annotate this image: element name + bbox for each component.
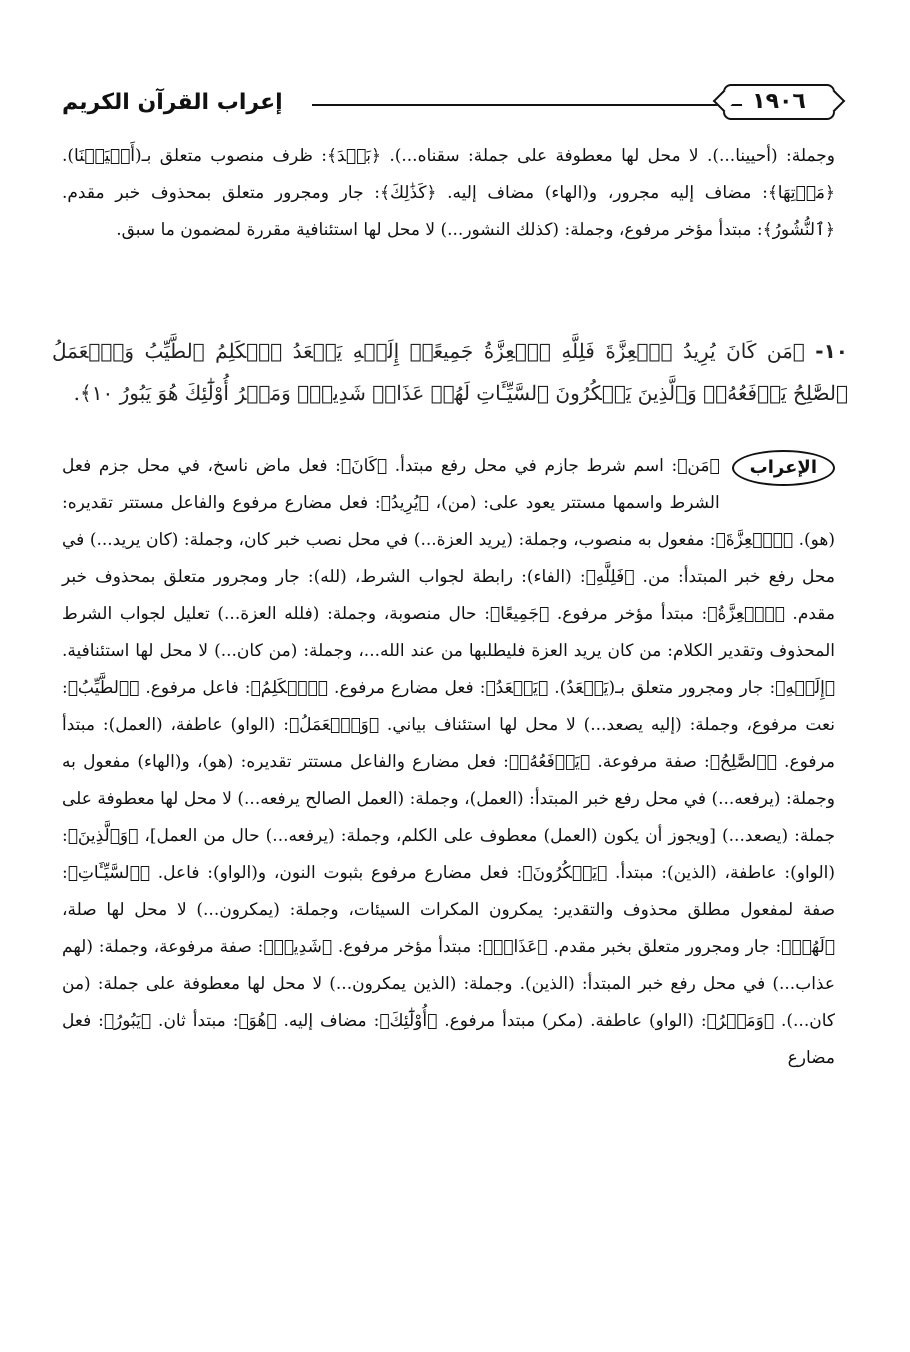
book-title: إعراب القرآن الكريم — [62, 90, 283, 115]
irab-label: الإعراب — [732, 450, 835, 486]
intro-text: وجملة: (أحيينا...). لا محل لها معطوفة على جملة: سقناه...). ﴿بَعۡدَ﴾: ظرف منصوب متعلق بـ(أَحۡيَيۡنَا). ﴿مَوۡتِهَا﴾: مضاف إليه مجرور، و(الهاء) مضاف إليه. ﴿كَذَٰلِكَ﴾: جار ومجرور متعلق بمحذوف خبر مقدم. ﴿ٱلنُّشُورُ﴾: مبتدأ مؤخر مرفوع، وجملة: (كذلك النشور...) لا محل لها استئنافية مقررة لمضمون ما سبق. — [62, 146, 835, 240]
quran-verse — [52, 330, 848, 426]
irab-section — [62, 448, 835, 1077]
header-divider — [312, 104, 742, 106]
intro-paragraph — [62, 138, 835, 249]
irab-text: ﴿مَن﴾: اسم شرط جازم في محل رفع مبتدأ. ﴿كَانَ﴾: فعل ماض ناسخ، في محل جزم فعل الشرط واسمها مستتر يعود على: (من)، ﴿يُرِيدُ﴾: فعل مضارع مرفوع والفاعل مستتر تقديره: (هو). ﴿ٱلۡعِزَّةَ﴾: مفعول به منصوب، وجملة: (يريد العزة...) في محل نصب خبر كان، وجملة: (كان يريد...) في محل رفع خبر المبتدأ: من. ﴿فَلِلَّهِ﴾: (الفاء): رابطة لجواب الشرط، (لله): جار ومجرور متعلق بمحذوف خبر مقدم. ﴿ٱلۡعِزَّةُ﴾: مبتدأ مؤخر مرفوع. ﴿جَمِيعًا﴾: حال منصوبة، وجملة: (فلله العزة...) تعليل لجواب الشرط المحذوف وتقدير الكلام: من كان يريد العزة فليطلبها من عند الله...، وجملة: (من كان...) لا محل لها استئنافية. ﴿إِلَيۡهِ﴾: جار ومجرور متعلق بـ(يَصۡعَدُ). ﴿يَصۡعَدُ﴾: فعل مضارع مرفوع. ﴿ٱلۡكَلِمُ﴾: فاعل مرفوع. ﴿ٱلطَّيِّبُ﴾: نعت مرفوع، وجملة: (إليه يصعد...) لا محل لها استئناف بياني. ﴿وَٱلۡعَمَلُ﴾: (الواو) عاطفة، (العمل): مبتدأ مرفوع. ﴿ٱلصَّٰلِحُ﴾: صفة مرفوعة. ﴿يَرۡفَعُهُۥ﴾: فعل مضارع والفاعل مستتر تقديره: (هو)، و(الهاء) مفعول به وجملة: (يرفعه...) في محل رفع خبر المبتدأ: (العمل)، وجملة: (العمل الصالح يرفعه...) لا محل لها معطوفة على جملة: (يصعد...) [ويجوز أن يكون (العمل) معطوف على الكلم، وجملة: (يرفعه...) حال من العمل]، ﴿وَٱلَّذِينَ﴾: (الواو): عاطفة، (الذين): مبتدأ. ﴿يَمۡكُرُونَ﴾: فعل مضارع مرفوع بثبوت النون، و(الواو): فاعل. ﴿ٱلسَّيِّـَٔاتِ﴾: صفة لمفعول مطلق محذوف والتقدير: يمكرون المكرات السيئات، وجملة: (يمكرون...) لا محل لها صلة، ﴿لَهُمۡ﴾: جار ومجرور متعلق بخبر مقدم. ﴿عَذَابٞ﴾: مبتدأ مؤخر مرفوع. ﴿شَدِيدٞ﴾: صفة مرفوعة، وجملة: (لهم عذاب...) في محل رفع خبر المبتدأ: (الذين). وجملة: (الذين يمكرون...) لا محل لها معطوفة على جملة: (من كان...). ﴿وَمَكۡرُ﴾: (الواو) عاطفة. (مكر) مبتدأ مرفوع. ﴿أُوْلَٰٓئِكَ﴾: مضاف إليه. ﴿هُوَ﴾: مبتدأ ثان. ﴿يَبُورُ﴾: فعل مضارع — [62, 456, 835, 1068]
page-number: ١٩٠٦ — [723, 84, 835, 120]
verse-text: ﴿مَن كَانَ يُرِيدُ ٱلۡعِزَّةَ فَلِلَّهِ ٱلۡعِزَّةُ جَمِيعًاۚ إِلَيۡهِ يَصۡعَدُ ٱلۡكَلِمُ ٱلطَّيِّبُ وَٱلۡعَمَلُ ٱلصَّٰلِحُ يَرۡفَعُهُۥۚ وَٱلَّذِينَ يَمۡكُرُونَ ٱلسَّيِّـَٔاتِ لَهُمۡ عَذَابٞ شَدِيدٞۖ وَمَكۡرُ أُوْلَٰٓئِكَ هُوَ يَبُورُ ١٠﴾. — [52, 339, 848, 405]
verse-number: ١٠- — [815, 339, 848, 363]
page-header — [62, 78, 835, 126]
